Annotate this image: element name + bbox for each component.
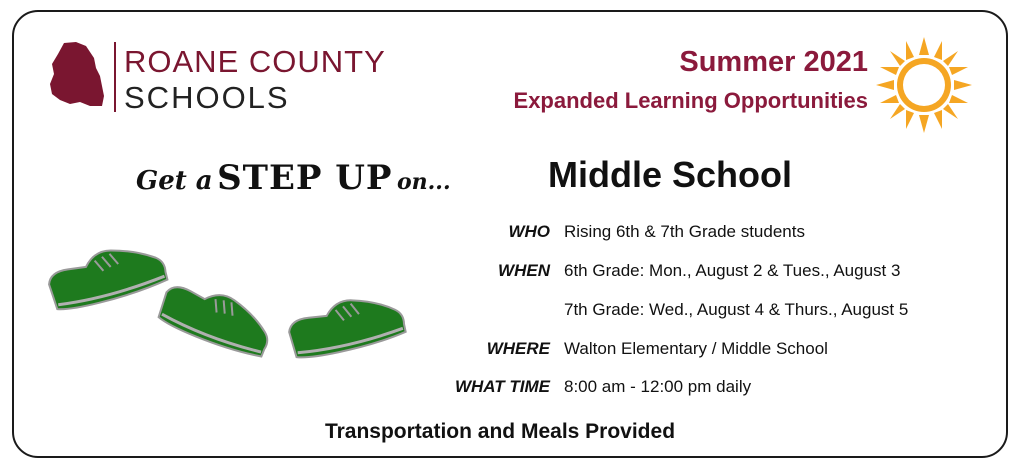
footer-note: Transportation and Meals Provided (324, 420, 676, 443)
detail-row-what-time (0, 377, 1024, 401)
detail-row-when-continued (0, 300, 1024, 324)
program-title: Expanded Learning Opportunities (513, 88, 868, 113)
detail-row-where (0, 339, 1024, 363)
logo-text-county: ROANE COUNTY (124, 44, 386, 79)
detail-label: WHEN (498, 261, 550, 280)
detail-row-when (0, 261, 1024, 285)
logo-divider (114, 42, 116, 112)
detail-label: WHAT TIME (454, 377, 550, 396)
detail-value: 7th Grade: Wed., August 4 & Thurs., August 5 (564, 300, 909, 319)
school-level-title: Middle School (548, 154, 793, 195)
detail-value: Rising 6th & 7th Grade students (564, 222, 805, 241)
tagline-part2: STEP UP (217, 158, 393, 198)
logo-text-schools: SCHOOLS (124, 80, 290, 115)
detail-label: WHERE (486, 339, 550, 358)
season-title: Summer 2021 (679, 46, 868, 78)
tagline (136, 158, 451, 198)
detail-row-who (0, 222, 1024, 246)
tagline-part1: Get a (136, 166, 213, 196)
tagline-part3: on... (396, 169, 451, 195)
detail-label: WHO (508, 222, 550, 241)
detail-value: 6th Grade: Mon., August 2 & Tues., August 3 (564, 261, 901, 280)
detail-value: Walton Elementary / Middle School (564, 339, 828, 358)
detail-value: 8:00 am - 12:00 pm daily (564, 377, 752, 396)
sun-icon (876, 37, 972, 133)
county-map-icon (46, 40, 108, 110)
